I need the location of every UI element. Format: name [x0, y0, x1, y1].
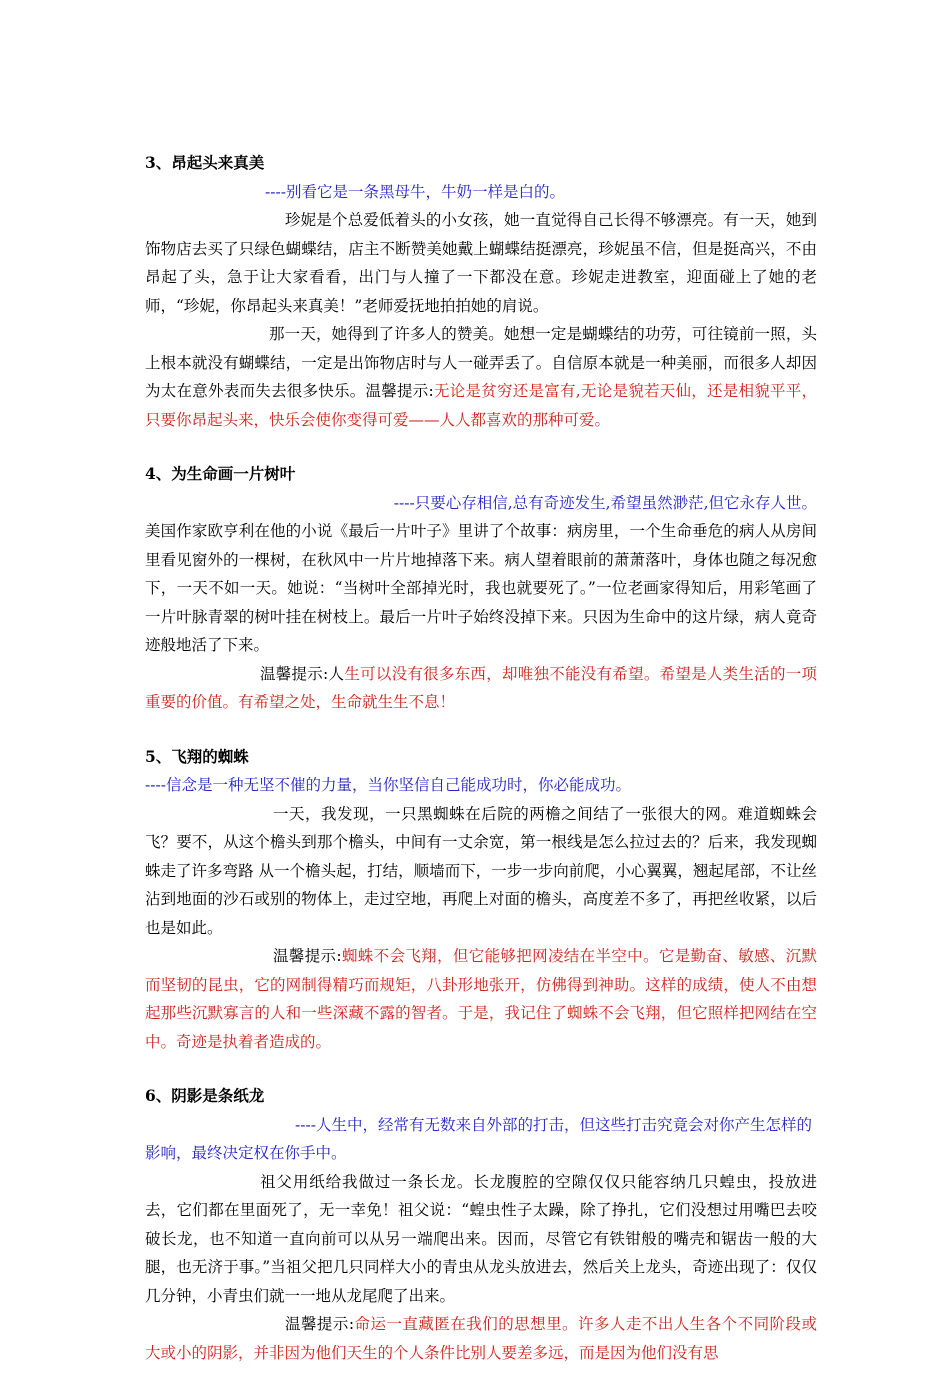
tip-paragraph	[145, 942, 817, 1056]
story-section-5	[145, 743, 817, 1057]
story-paragraph: 祖父用纸给我做过一条长龙。长龙腹腔的空隙仅仅只能容纳几只蝗虫，投放进去，它们都在里面死了，无一幸免！祖父说：“蝗虫性子太躁，除了挣扎，它们没想过用嘴巴去咬破长龙，也不知道一直向前可以从另一端爬出来。因而，尽管它有铁钳般的嘴壳和锯齿一般的大腿，也无济于事。”当祖父把几只同样大小的青虫从龙头放进去，然后关上龙头，奇迹出现了：仅仅几分钟，小青虫们就一一地从龙尾爬了出来。	[145, 1172, 817, 1305]
tip-label: 温馨提示:	[273, 947, 342, 965]
section-motto: ----别看它是一条黑母牛，牛奶一样是白的。	[265, 182, 565, 201]
story-section-3	[145, 149, 817, 434]
section-title: 3、昂起头来真美	[145, 153, 265, 172]
tip-label: 温馨提示:人	[260, 664, 345, 683]
tip-text: 生可以没有很多东西，却唯独不能没有希望。希望是人类生活的一项重要的价值。有希望之处，生命就生生不息！	[145, 664, 817, 711]
tip-text: 无论是贫穷还是富有,无论是貌若天仙，还是相貌平平，只要你昂起头来，快乐会使你变得可爱——人人都喜欢的那种可爱。	[145, 382, 817, 429]
tip-paragraph	[145, 660, 817, 717]
story-paragraph: 珍妮是个总爱低着头的小女孩，她一直觉得自己长得不够漂亮。有一天，她到饰物店去买了只绿色蝴蝶结，店主不断赞美她戴上蝴蝶结挺漂亮，珍妮虽不信，但是挺高兴，不由昂起了头，急于让大家看看，出门与人撞了一下都没在意。珍妮走进教室，迎面碰上了她的老师，“珍妮，你昂起头来真美！”老师爱抚地拍拍她的肩说。	[145, 211, 817, 315]
story-paragraph-text: 那一天，她得到了许多人的赞美。她想一定是蝴蝶结的功劳，可往镜前一照，头上根本就没有蝴蝶结，一定是出饰物店时与人一碰弄丢了。自信原本就是一种美丽，而很多人却因为太在意外表而失去很多快乐。	[145, 325, 817, 400]
story-paragraph	[145, 320, 817, 434]
section-motto: ----只要心存相信,总有奇迹发生,希望虽然渺茫,但它永存人世。	[393, 493, 817, 512]
story-section-6	[145, 1082, 817, 1367]
tip-label: 温馨提示:	[285, 1315, 355, 1333]
story-paragraph: 一天，我发现，一只黑蜘蛛在后院的两檐之间结了一张很大的网。难道蜘蛛会飞？要不，从这个檐头到那个檐头，中间有一丈余宽，第一根线是怎么拉过去的？后来，我发现蜘蛛走了许多弯路 从一个檐头起，打结，顺墙而下，一步一步向前爬，小心翼翼，翘起尾部，不让丝沾到地面的沙石或别的物体上，走过空地，再爬上对面的檐头，高度差不多了，再把丝收紧，以后也是如此。	[145, 804, 817, 937]
tip-paragraph	[145, 1310, 817, 1367]
tip-text: 蜘蛛不会飞翔，但它能够把网凌结在半空中。它是勤奋、敏感、沉默而坚韧的昆虫，它的网制得精巧而规矩，八卦形地张开，仿佛得到神助。这样的成绩，使人不由想起那些沉默寡言的人和一些深藏不露的智者。于是，我记住了蜘蛛不会飞翔，但它照样把网结在空中。奇迹是执着者造成的。	[145, 947, 817, 1051]
story-section-4	[145, 460, 817, 717]
story-paragraph: 美国作家欧亨利在他的小说《最后一片叶子》里讲了个故事：病房里，一个生命垂危的病人从房间里看见窗外的一棵树，在秋风中一片片地掉落下来。病人望着眼前的萧萧落叶，身体也随之每况愈下，一天不如一天。她说：“当树叶全部掉光时，我也就要死了。”一位老画家得知后，用彩笔画了一片叶脉青翠的树叶挂在树枝上。最后一片叶子始终没掉下来。只因为生命中的这片绿，病人竟奇迹般地活了下来。	[145, 522, 817, 654]
section-title: 6、阴影是条纸龙	[145, 1086, 265, 1105]
section-motto: ----人生中，经常有无数来自外部的打击，但这些打击究竟会对你产生怎样的影响，最终决定权在你手中。	[145, 1115, 812, 1162]
document-body	[145, 149, 817, 1393]
section-motto: ----信念是一种无坚不催的力量，当你坚信自己能成功时，你必能成功。	[145, 776, 631, 794]
section-title: 5、飞翔的蜘蛛	[145, 746, 249, 766]
tip-text: 命运一直藏匿在我们的思想里。许多人走不出人生各个不同阶段或大或小的阴影，并非因为他们天生的个人条件比别人要差多远，而是因为他们没有思	[145, 1315, 817, 1362]
tip-label: 温馨提示:	[365, 382, 434, 400]
section-title: 4、为生命画一片树叶	[145, 464, 296, 483]
